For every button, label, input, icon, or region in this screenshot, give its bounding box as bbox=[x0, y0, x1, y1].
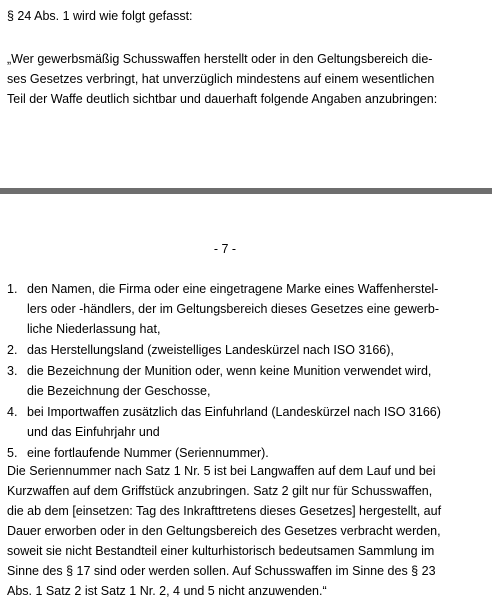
paragraph-line: Die Seriennummer nach Satz 1 Nr. 5 ist bei Langwaffen auf dem Lauf und bei bbox=[7, 464, 436, 478]
list-item-line: eine fortlaufende Nummer (Seriennummer). bbox=[27, 446, 269, 460]
list-item-line: und das Einfuhrjahr und bbox=[27, 425, 160, 439]
paragraph-line: Dauer erworben oder in den Geltungsbereich des Gesetzes verbracht werden, bbox=[7, 524, 441, 538]
quote-line: ses Gesetzes verbringt, hat unverzüglich mindestens auf einem wesentlichen bbox=[7, 72, 435, 86]
list-item bbox=[7, 443, 487, 463]
list-item-number: 2. bbox=[7, 343, 18, 357]
list-item-line: bei Importwaffen zusätzlich das Einfuhrland (Landeskürzel nach ISO 3166) bbox=[27, 405, 441, 419]
amendment-intro: § 24 Abs. 1 wird wie folgt gefasst: bbox=[7, 9, 193, 23]
list-item-line: das Herstellungsland (zweistelliges Landeskürzel nach ISO 3166), bbox=[27, 343, 394, 357]
paragraph-line: Sinne des § 17 sind oder werden sollen. Auf Schusswaffen im Sinne des § 23 bbox=[7, 564, 436, 578]
page-number: - 7 - bbox=[213, 242, 237, 256]
list-item-number: 1. bbox=[7, 282, 18, 296]
list-item-number: 4. bbox=[7, 405, 18, 419]
list-item bbox=[7, 279, 487, 339]
closing-paragraph bbox=[7, 461, 487, 601]
page-top bbox=[0, 0, 492, 188]
list-item-number: 3. bbox=[7, 364, 18, 378]
paragraph-line: Kurzwaffen auf dem Griffstück anzubringen. Satz 2 gilt nur für Schusswaffen, bbox=[7, 484, 433, 498]
list-item-line: die Bezeichnung der Geschosse, bbox=[27, 384, 211, 398]
list-item bbox=[7, 340, 487, 360]
quote-line: „Wer gewerbsmäßig Schusswaffen herstellt oder in den Geltungsbereich die- bbox=[7, 52, 433, 66]
list-item-line: den Namen, die Firma oder eine eingetragene Marke eines Waffenherstel- bbox=[27, 282, 439, 296]
paragraph-line: soweit sie nicht Bestandteil einer kulturhistorisch bedeutsamen Sammlung im bbox=[7, 544, 435, 558]
paragraph-line: Abs. 1 Satz 2 ist Satz 1 Nr. 2, 4 und 5 nicht anzuwenden.“ bbox=[7, 584, 327, 598]
numbered-list bbox=[7, 279, 487, 464]
list-item bbox=[7, 402, 487, 442]
quote-paragraph bbox=[7, 49, 485, 109]
list-item-line: liche Niederlassung hat, bbox=[27, 322, 161, 336]
list-item-line: die Bezeichnung der Munition oder, wenn keine Munition verwendet wird, bbox=[27, 364, 432, 378]
paragraph-line: die ab dem [einsetzen: Tag des Inkrafttretens dieses Gesetzes] hergestellt, auf bbox=[7, 504, 442, 518]
page-bottom bbox=[0, 194, 492, 610]
list-item-number: 5. bbox=[7, 446, 18, 460]
list-item bbox=[7, 361, 487, 401]
quote-line: Teil der Waffe deutlich sichtbar und dauerhaft folgende Angaben anzubringen: bbox=[7, 92, 438, 106]
list-item-line: lers oder -händlers, der im Geltungsbereich dieses Gesetzes eine gewerb- bbox=[27, 302, 440, 316]
